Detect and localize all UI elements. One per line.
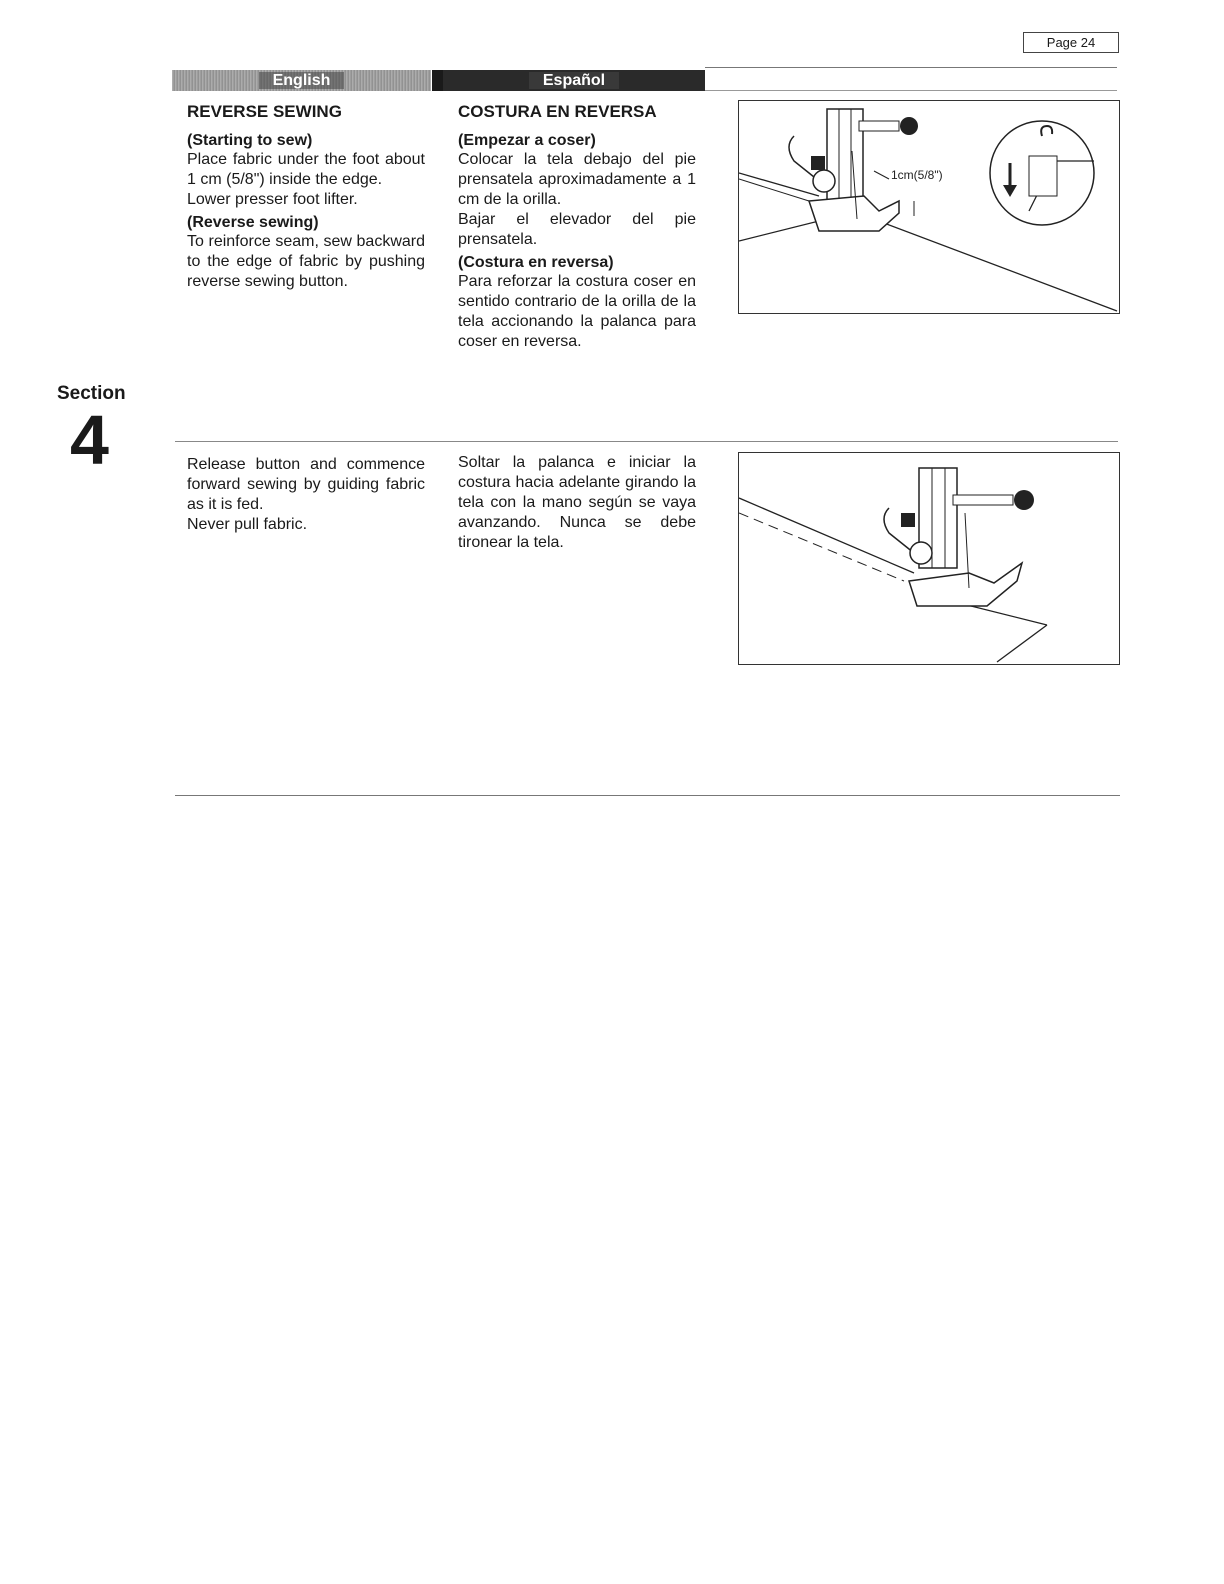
spanish-start-text: Colocar la tela debajo del pie prensatela aproximadamente a 1 cm de la orilla.	[458, 151, 696, 208]
presser-foot-illustration	[739, 101, 1119, 313]
english-never-text: Never pull fabric.	[187, 516, 308, 533]
spanish-start-heading: (Empezar a coser)	[458, 132, 596, 149]
forward-sewing-illustration	[739, 453, 1119, 664]
middle-rule	[175, 441, 1118, 442]
english-column-bottom	[187, 455, 425, 535]
figure-forward-sewing	[738, 452, 1120, 665]
english-reverse-text: To reinforce seam, sew backward to the edge of fabric by pushing reverse sewing button.	[187, 233, 425, 290]
spanish-reverse-heading: (Costura en reversa)	[458, 254, 614, 271]
english-release-text: Release button and commence forward sewing by guiding fabric as it is fed.	[187, 456, 425, 513]
spanish-reverse-text: Para reforzar la costura coser en sentido contrario de la orilla de la tela accionando la palanca para coser en reversa.	[458, 273, 696, 350]
page-number: Page 24	[1023, 32, 1119, 53]
english-lower-text: Lower presser foot lifter.	[187, 191, 358, 208]
spanish-header-bar: Español	[443, 70, 705, 91]
section-label: Section	[57, 383, 126, 404]
english-start-heading: (Starting to sew)	[187, 132, 313, 149]
spanish-column-bottom	[458, 453, 696, 553]
measure-label: 1cm(5/8")	[891, 168, 943, 182]
spanish-release-text: Soltar la palanca e iniciar la costura hacia adelante girando la tela con la mano según se vaya avanzando. Nunca se debe tironear la tela.	[458, 454, 696, 551]
spanish-title: COSTURA EN REVERSA	[458, 102, 657, 121]
english-header-bar: English	[172, 70, 431, 91]
figure-reverse-sewing	[738, 100, 1120, 314]
english-title: REVERSE SEWING	[187, 102, 342, 121]
header-divider	[432, 70, 443, 91]
english-reverse-heading: (Reverse sewing)	[187, 214, 319, 231]
english-start-text: Place fabric under the foot about 1 cm (5/8") inside the edge.	[187, 151, 425, 188]
bottom-rule	[175, 795, 1120, 796]
spanish-column-top	[458, 102, 696, 352]
header-rule	[705, 67, 1117, 68]
english-column-top	[187, 102, 425, 292]
spanish-lower-text: Bajar el elevador del pie prensatela.	[458, 211, 696, 248]
header-rule-lower	[705, 90, 1117, 91]
section-number: 4	[70, 401, 109, 479]
